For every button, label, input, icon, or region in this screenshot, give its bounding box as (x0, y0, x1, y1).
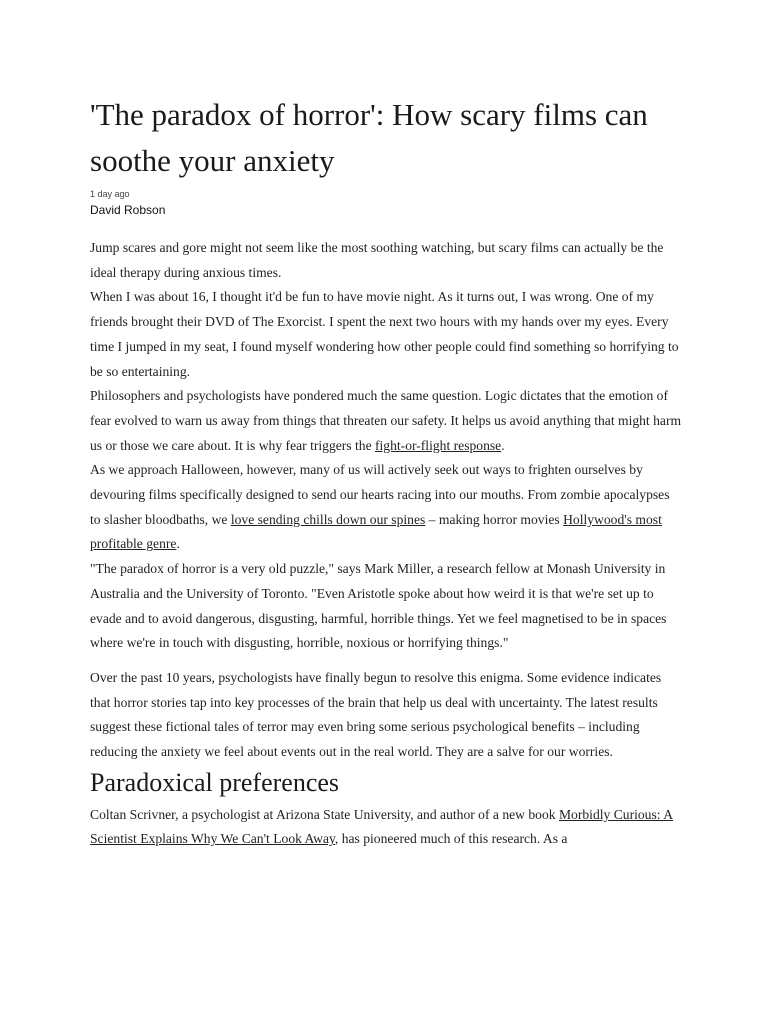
paragraph-intro: Jump scares and gore might not seem like the most soothing watching, but scary films can actually be the ideal therapy during anxious times. (90, 240, 664, 280)
author-name: David Robson (90, 203, 166, 217)
paragraph-halloween (90, 458, 682, 557)
paragraph-text: Philosophers and psychologists have pondered much the same question. Logic dictates that the emotion of fear evolved to warn us away from things that threaten our safety. It helps us avoid anything that might harm us or those we care about. It is why fear triggers the (90, 388, 682, 453)
paragraph-quote-miller: "The paradox of horror is a very old puzzle," says Mark Miller, a research fellow at Monash University in Australia and the University of Toronto. "Even Aristotle spoke about how weird it is that we're set up to evade and to avoid dangerous, disgusting, harmful, horrible things. Yet we feel magnetised to be in spaces where we're in touch with disgusting, horrible, noxious or horrifying things." (90, 561, 667, 651)
chills-link[interactable]: love sending chills down our spines (230, 511, 426, 527)
paragraph-scrivner (90, 803, 682, 852)
paragraph-philosophers (90, 384, 682, 458)
book-link[interactable]: Morbidly Curious: A Scientist Explains Why We Can't Look Away (90, 806, 674, 847)
paragraph-text: , has pioneered much of this research. As a (334, 831, 568, 847)
paragraph-text: Coltan Scrivner, a psychologist at Arizona State University, and author of a new book (90, 806, 559, 822)
paragraph-text: – making horror movies (425, 511, 564, 527)
paragraph-text: . (501, 437, 505, 453)
article-title: 'The paradox of horror': How scary films can soothe your anxiety (90, 97, 648, 178)
paragraph-enigma: Over the past 10 years, psychologists have finally begun to resolve this enigma. Some evidence indicates that horror stories tap into key processes of the brain that help us deal with uncertainty. The latest results suggest these fictional tales of terror may even bring some serious psychological benefits – including reducing the anxiety we feel about events out in the real world. They are a salve for our worries. (90, 669, 662, 760)
article-body-section-3 (90, 803, 682, 852)
article (90, 92, 682, 852)
paragraph-movie-night: When I was about 16, I thought it'd be fun to have movie night. As it turns out, I was wrong. One of my friends brought their DVD of The Exorcist. I spent the next two hours with my hands over my eyes. Every time I jumped in my seat, I found myself wondering how other people could find something so horrifying to be so entertaining. (90, 289, 679, 379)
paragraph-text: . (176, 536, 180, 552)
profitable-genre-link[interactable]: Hollywood's most profitable genre (90, 511, 662, 552)
article-body-section-2 (90, 666, 682, 765)
article-body-section-1 (90, 236, 682, 656)
publish-date: 1 day ago (90, 189, 130, 199)
fight-or-flight-link[interactable]: fight-or-flight response (375, 437, 502, 453)
section-heading: Paradoxical preferences (90, 767, 340, 797)
paragraph-text: As we approach Halloween, however, many of us will actively seek out ways to frighten ourselves by devouring films specifically designed to send our hearts racing into our mouths. From zombie apocalypses to slasher bloodbaths, we (90, 462, 670, 527)
